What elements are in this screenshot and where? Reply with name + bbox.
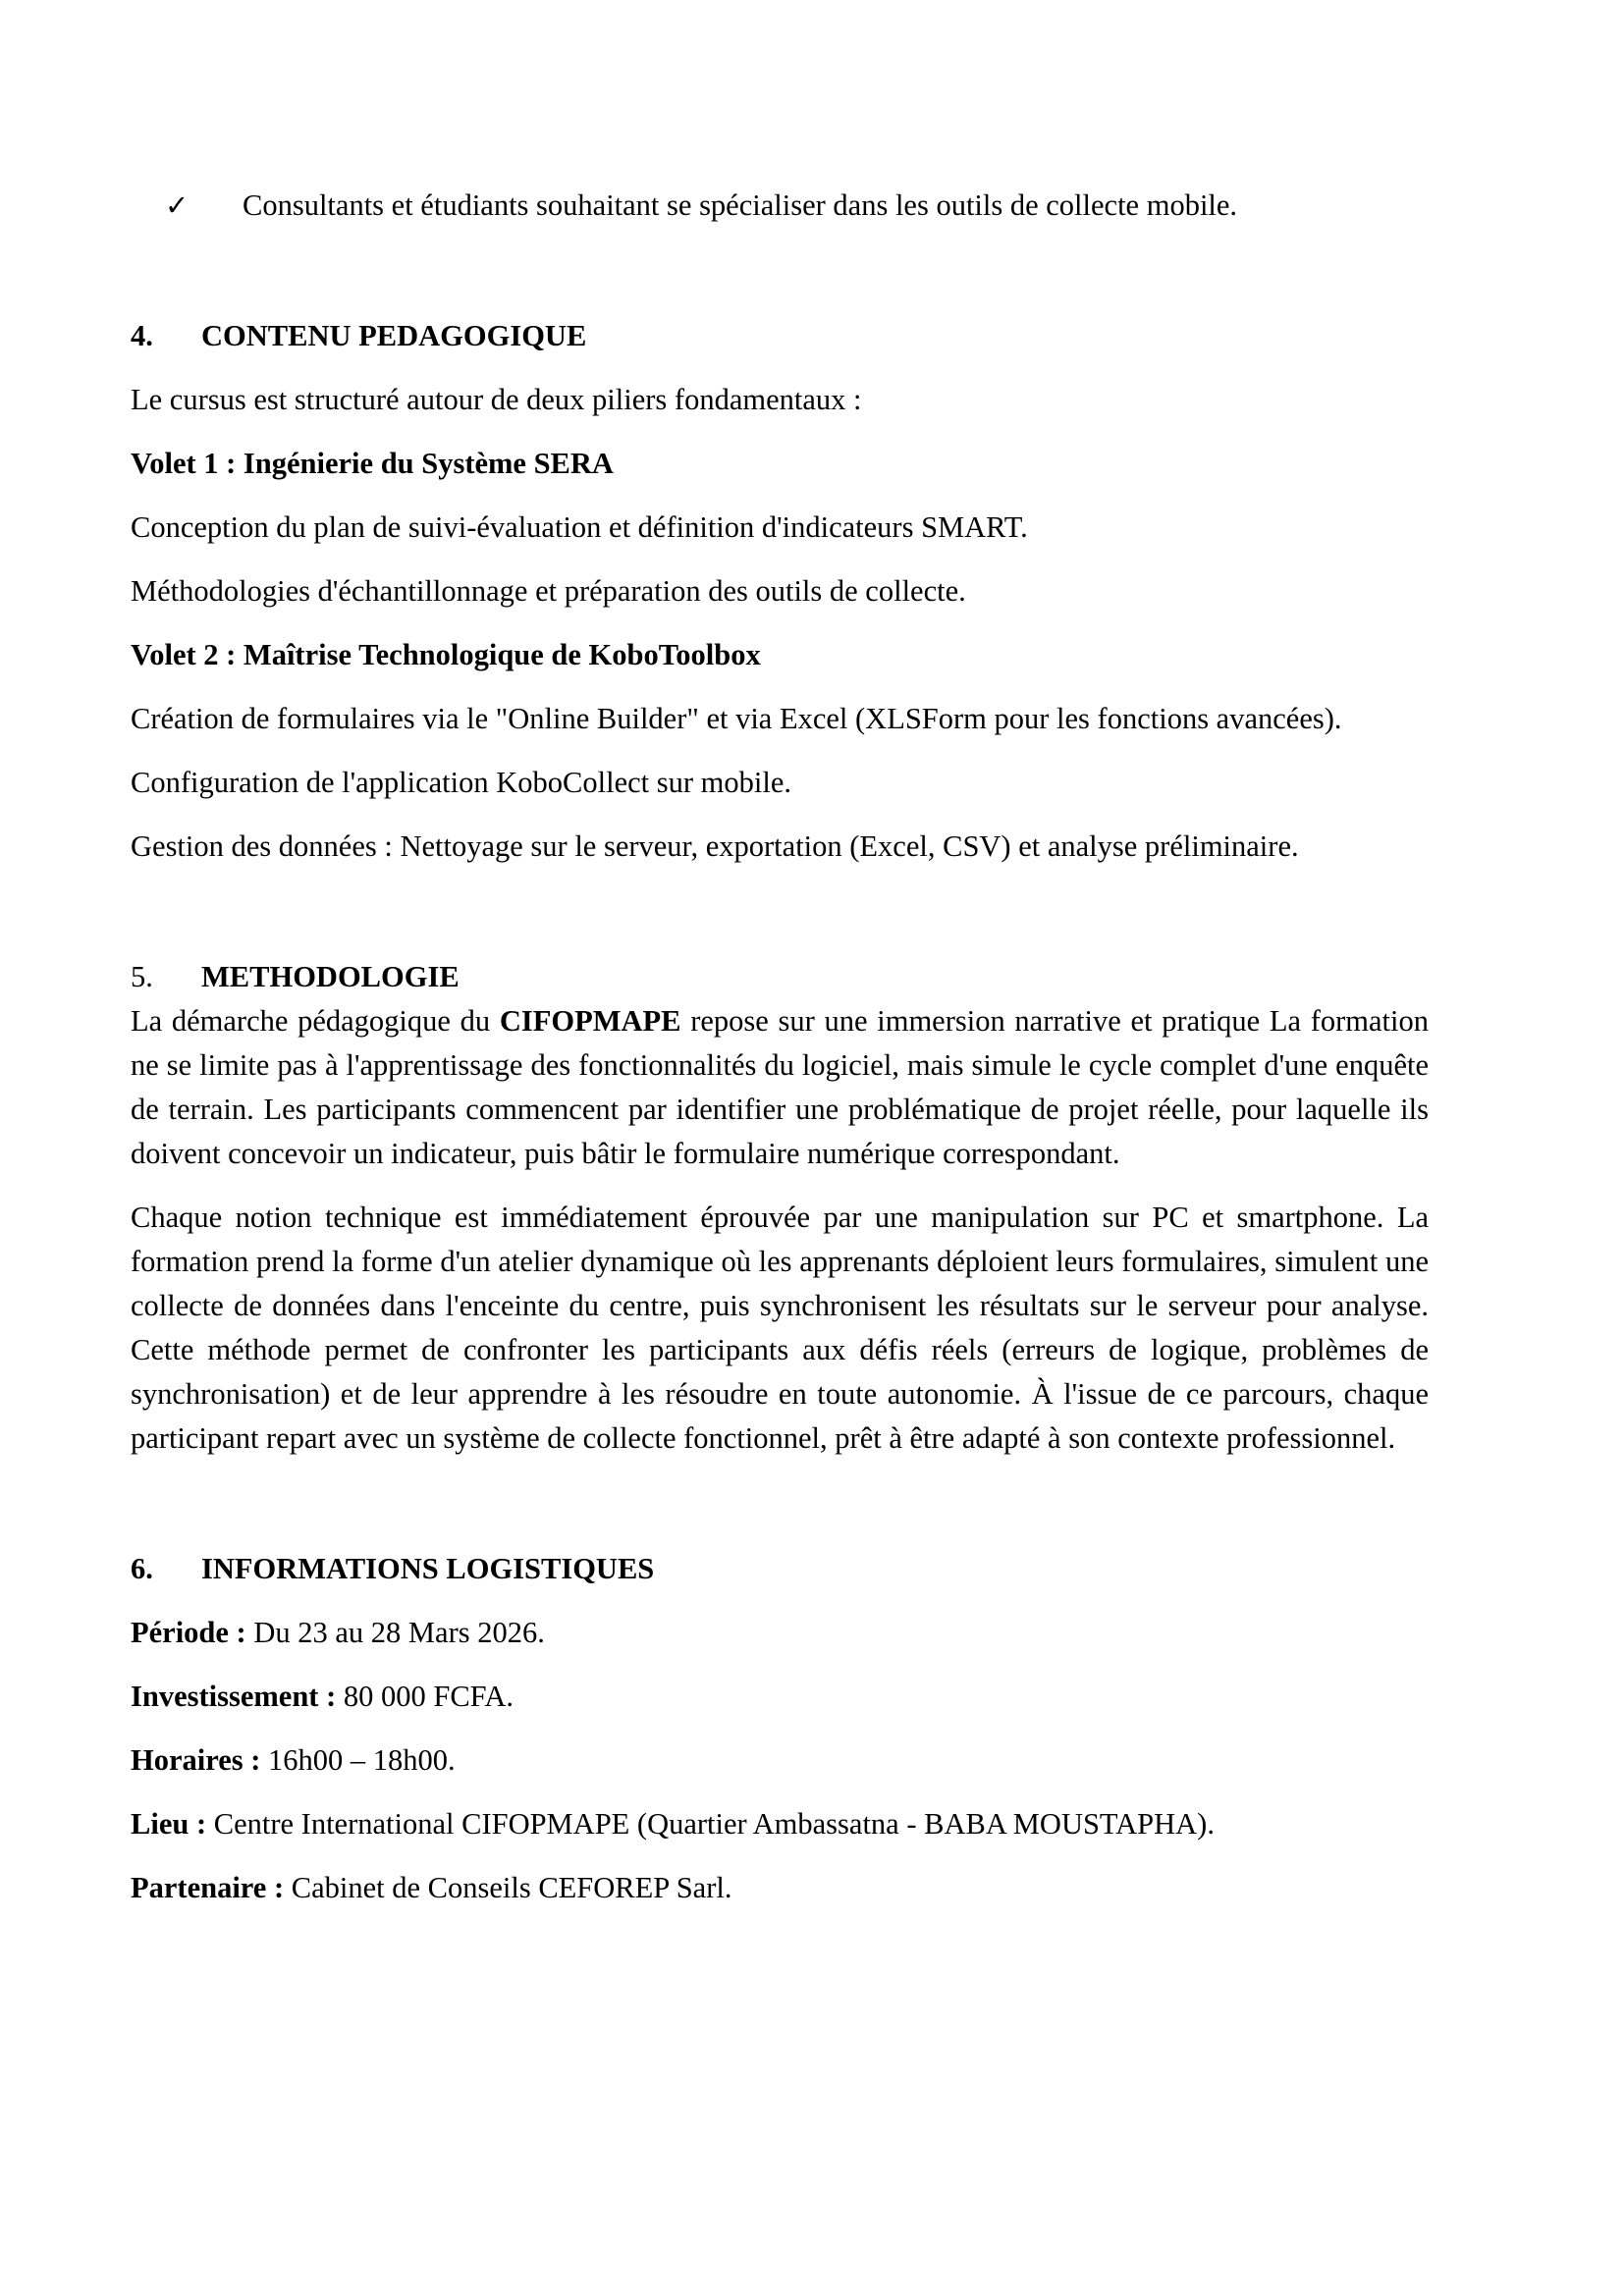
section-6-heading [131,1547,1429,1591]
volet-2-paragraph-2: Configuration de l'application KoboCollect sur mobile. [131,766,791,799]
info-investissement [131,1675,1429,1719]
section-5-number: 5. [131,960,153,993]
section-4-number: 4. [131,319,153,352]
volet-1-title: Volet 1 : Ingénierie du Système SERA [131,447,614,480]
checkmark-icon: ✓ [165,188,189,222]
section-6-number: 6. [131,1552,153,1585]
volet-1-paragraph-1: Conception du plan de suivi-évaluation et définition d'indicateurs SMART. [131,510,1028,544]
volet-2-paragraph-3: Gestion des données : Nettoyage sur le serveur, exportation (Excel, CSV) et analyse préliminaire. [131,829,1299,863]
info-value: Du 23 au 28 Mars 2026. [245,1616,545,1649]
volet-1-paragraph-2: Méthodologies d'échantillonnage et préparation des outils de collecte. [131,574,966,608]
info-label: Investissement : [131,1680,337,1713]
info-value: 16h00 – 18h00. [260,1743,456,1777]
section-4-title: CONTENU PEDAGOGIQUE [201,319,587,352]
info-partenaire [131,1866,1429,1910]
section-4-heading [131,314,1429,358]
volet-2-paragraph-1: Création de formulaires via le "Online Builder" et via Excel (XLSForm pour les fonctions avancées). [131,702,1342,735]
section-5-heading [131,955,1429,999]
section-5-paragraph-2: Chaque notion technique est immédiatement éprouvée par une manipulation sur PC et smartphone. La formation prend la forme d'un atelier dynamique où les apprenants déploient leurs formulaires, simulent une collecte de données dans l'enceinte du centre, puis synchronisent les résultats sur le serveur pour analyse. Cette méthode permet de confronter les participants aux défis réels (erreurs de logique, problèmes de synchronisation) et de leur apprendre à les résoudre en toute autonomie. À l'issue de ce parcours, chaque participant repart avec un système de collecte fonctionnel, prêt à être adapté à son contexte professionnel. [131,1201,1429,1455]
section-5-paragraph-1 [131,999,1429,1176]
info-label: Période : [131,1616,246,1649]
info-value: Cabinet de Conseils CEFOREP Sarl. [284,1871,732,1904]
paragraph-text: La démarche pédagogique du [131,1004,500,1038]
section-5-title: METHODOLOGIE [201,960,460,993]
volet-2-title: Volet 2 : Maîtrise Technologique de KoboToolbox [131,638,761,671]
info-label: Lieu : [131,1807,207,1841]
info-label: Partenaire : [131,1871,285,1904]
section-4-intro: Le cursus est structuré autour de deux piliers fondamentaux : [131,383,862,416]
info-horaires [131,1738,1429,1783]
info-periode [131,1611,1429,1655]
paragraph-text: repose sur une immersion narrative et pratique La formation ne se limite pas à l'apprentissage des fonctionnalités du logiciel, mais simule le cycle complet d'une enquête de terrain. Les participants commencent par identifier une problématique de projet réelle, pour laquelle ils doivent concevoir un indicateur, puis bâtir le formulaire numérique correspondant. [131,1004,1429,1170]
info-value: 80 000 FCFA. [336,1680,514,1713]
section-6-title: INFORMATIONS LOGISTIQUES [201,1552,655,1585]
bullet-text: Consultants et étudiants souhaitant se spécialiser dans les outils de collecte mobile. [243,188,1238,222]
brand-name: CIFOPMAPE [499,1004,681,1038]
info-value: Centre International CIFOPMAPE (Quartier Ambassatna - BABA MOUSTAPHA). [206,1807,1215,1841]
bullet-item [131,184,1429,228]
info-label: Horaires : [131,1743,261,1777]
info-lieu [131,1802,1429,1846]
